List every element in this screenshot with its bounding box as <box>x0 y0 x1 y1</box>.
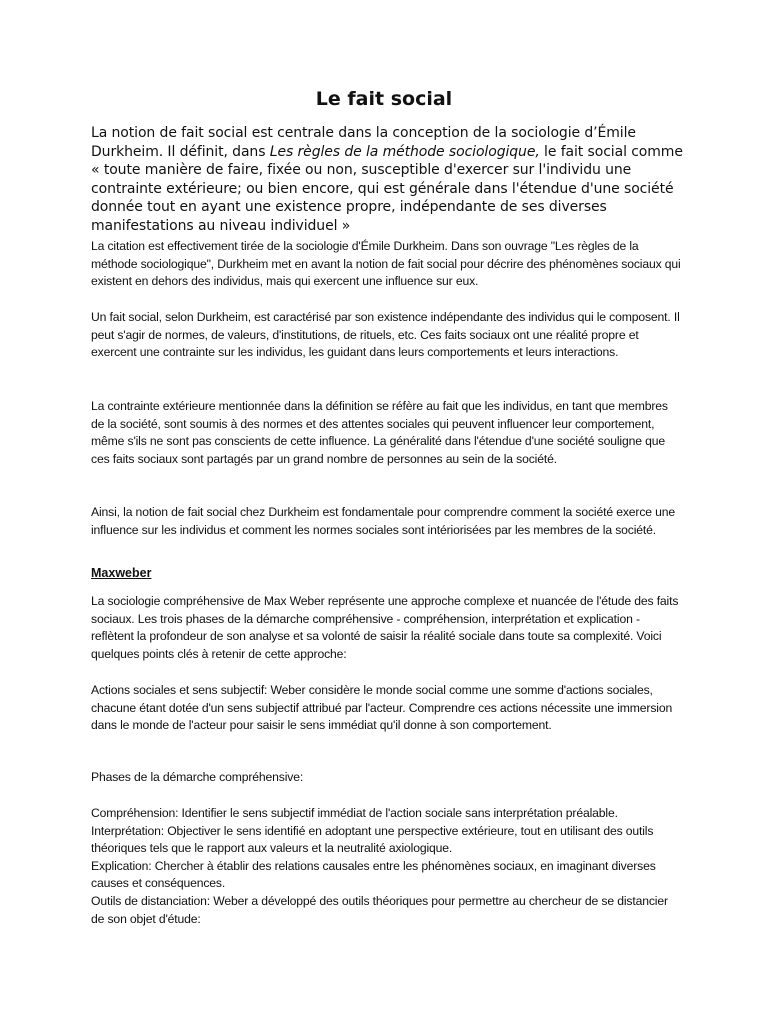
weber-paragraph-2: Actions sociales et sens subjectif: Weber considère le monde social comme une somme d'actions sociales, chacune étant dotée d'un sens subjectif attribué par l'acteur. Comprendre ces actions nécessite une immersion dans le monde de l'acteur pour saisir le sens immédiat qu'il donne à son comportement. <box>91 683 673 733</box>
intro-text-after: le fait social comme « toute manière de faire, fixée ou non, susceptible d'exercer sur l'individu une contrainte extérieure; ou bien encore, qui est générale dans l'étendue d'une société donnée tout en ayant une existence propre, indépendante de ses diverses manifestations au niveau individuel » <box>91 143 683 234</box>
durkheim-paragraph-1: La citation est effectivement tirée de la sociologie d'Émile Durkheim. Dans son ouvrage "Les règles de la méthode sociologique", Durkheim met en avant la notion de fait social pour décrire des phénomènes sociaux qui existent en dehors des individus, mais qui exercent une influence sur eux. <box>91 239 681 289</box>
phase-interpretation: Interprétation: Objectiver le sens identifié en adoptant une perspective extérieure, tout en utilisant des outils théoriques tels que le rapport aux valeurs et la neutralité axiologique. <box>91 823 654 856</box>
weber-heading: Maxweber <box>91 566 152 580</box>
book-title-italic: Les règles de la méthode sociologique, <box>269 143 540 160</box>
durkheim-paragraph-4: Ainsi, la notion de fait social chez Durkheim est fondamentale pour comprendre comment la société exerce une influence sur les individus et comment les normes sociales sont intériorisées par les membres de la société. <box>91 505 676 537</box>
intro-paragraph <box>91 124 691 236</box>
intro-text-before: La notion de fait social est centrale dans la conception de la sociologie d’Émile Durkheim. Il définit, dans <box>91 125 636 160</box>
page-title: Le fait social <box>315 88 453 110</box>
phase-explication: Explication: Chercher à établir des relations causales entre les phénomènes sociaux, en imaginant diverses causes et conséquences. <box>91 858 656 891</box>
durkheim-paragraph-2: Un fait social, selon Durkheim, est caractérisé par son existence indépendante des individus qui le composent. Il peut s'agir de normes, de valeurs, d'institutions, de rituels, etc. Ces faits sociaux ont une réalité propre et exercent une contrainte sur les individus, les guidant dans leurs comportements et leurs interactions. <box>91 310 680 360</box>
weber-phases-label: Phases de la démarche compréhensive: <box>91 770 304 784</box>
phase-comprehension: Compréhension: Identifier le sens subjectif immédiat de l'action sociale sans interprétation préalable. <box>91 806 618 820</box>
phases-list <box>91 805 681 928</box>
durkheim-paragraph-3: La contrainte extérieure mentionnée dans la définition se réfère au fait que les individus, en tant que membres de la société, sont soumis à des normes et des attentes sociales qui peuvent influencer leur comportement, même s'ils ne sont pas conscients de cette influence. La généralité dans l'étendue d'une société souligne que ces faits sociaux sont partagés par un grand nombre de personnes au sein de la société. <box>91 399 668 466</box>
phase-distanciation: Outils de distanciation: Weber a développé des outils théoriques pour permettre au chercheur de se distancier de son objet d'étude: <box>91 893 668 926</box>
weber-paragraph-1: La sociologie compréhensive de Max Weber représente une approche complexe et nuancée de l'étude des faits sociaux. Les trois phases de la démarche compréhensive - compréhension, interprétation et explication - reflètent la profondeur de son analyse et sa volonté de saisir la réalité sociale dans toute sa complexité. Voici quelques points clés à retenir de cette approche: <box>91 594 679 661</box>
